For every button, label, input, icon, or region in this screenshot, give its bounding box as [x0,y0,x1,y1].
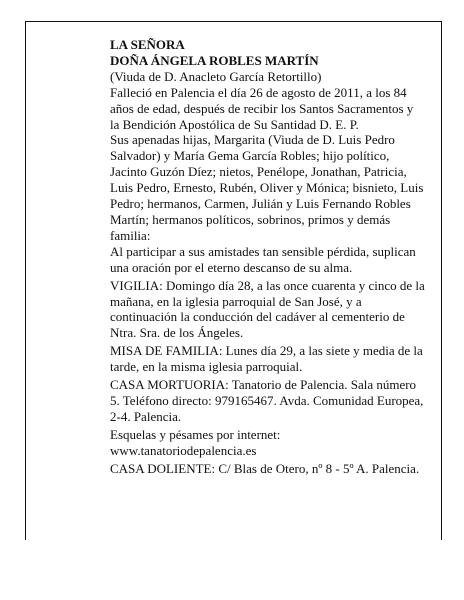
death-notice-text: Falleció en Palencia el día 26 de agosto de 2011, a los 84 años de edad, después de recibir los Santos Sacramentos y la Bendición Apostólica de Su Santidad D. E. P. [110,84,414,132]
funeral-home-text: CASA MORTUORIA: Tanatorio de Palencia. Sala número 5. Teléfono directo: 979165467. Avda. Comunidad Europea, 2-4. Palencia. [110,377,424,424]
family-mass-text: MISA DE FAMILIA: Lunes día 29, a las siete y media de la tarde, en la misma iglesia parroquial. [110,343,423,375]
obituary-content [110,37,425,476]
vigil-text: VIGILIA: Domingo día 28, a las once cuarenta y cinco de la mañana, en la iglesia parroquial de San José, y a continuación la conducción del cadáver al cementerio de Ntra. Sra. de los Ángeles. [110,277,425,341]
widow-of-text: (Viuda de D. Anacleto García Retortillo) [110,68,322,84]
obituary-heading-name: DOÑA ÁNGELA ROBLES MARTÍN [110,52,319,68]
request-text: Al participar a sus amistades tan sensible pérdida, suplican una oración por el eterno descanso de su alma. [110,243,416,275]
condolences-text: Esquelas y pésames por internet: www.tanatoriodepalencia.es [110,426,281,458]
mourning-house-text: CASA DOLIENTE: C/ Blas de Otero, nº 8 - 5º A. Palencia. [110,460,420,476]
obituary-heading-title: LA SEÑORA [110,37,185,52]
family-text: Sus apenadas hijas, Margarita (Viuda de D. Luis Pedro Salvador) y María Gema García Robles; hijo político, Jacinto Guzón Díez; nietos, Penélope, Jonathan, Patricia, Luis Pedro, Ernesto, Rubén, Oliver y Mónica; bisnieto, Luis Pedro; hermanos, Carmen, Julián y Luis Fernando Robles Martín; hermanos políticos, sobrinos, primos y demás familia: [110,132,424,243]
